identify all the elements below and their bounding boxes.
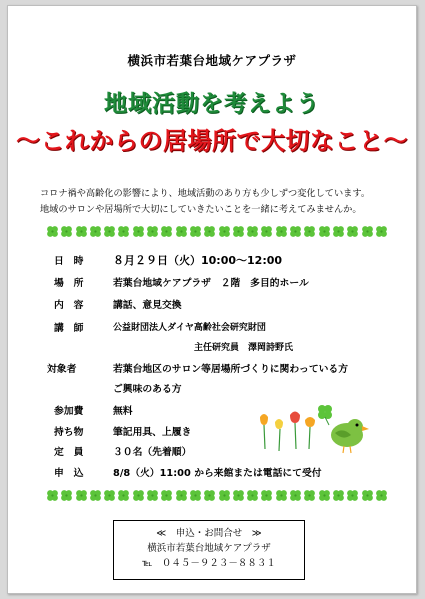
bird-icon <box>331 419 369 453</box>
clover-icon <box>361 225 374 238</box>
detail-label: 内 容 <box>54 300 84 311</box>
clover-icon <box>175 489 188 502</box>
detail-value: 公益財団法人ダイヤ高齢社会研究財団 <box>113 323 266 333</box>
contact-tel: ℡ ０４５－９２３－８８３１ <box>142 558 276 569</box>
detail-value: 主任研究員 澤岡詩野氏 <box>194 343 294 353</box>
clover-icon <box>218 489 231 502</box>
tulip-icon <box>260 412 315 452</box>
detail-label: 持ち物 <box>54 427 84 438</box>
clover-icon <box>260 489 273 502</box>
organizer-heading: 横浜市若葉台地域ケアプラザ <box>127 53 297 68</box>
clover-icon <box>246 225 259 238</box>
clover-icon <box>103 225 116 238</box>
clover-icon <box>75 489 88 502</box>
clover-icon <box>332 489 345 502</box>
detail-label: 参加費 <box>54 406 84 417</box>
clover-icon <box>232 225 245 238</box>
detail-value: 無料 <box>113 406 133 417</box>
clover-icon <box>346 489 359 502</box>
clover-icon <box>275 225 288 238</box>
intro-text <box>40 186 394 218</box>
detail-value: ご興味のある方 <box>113 384 182 395</box>
clover-divider-bottom <box>46 487 388 503</box>
detail-value: 若葉台地区のサロン等居場所づくりに関わっている方 <box>113 364 349 375</box>
clover-icon <box>75 225 88 238</box>
clover-icon <box>318 225 331 238</box>
clover-icon <box>246 489 259 502</box>
clover-icon <box>260 225 273 238</box>
main-title: 地域活動を考えよう <box>104 91 320 117</box>
clover-icon <box>60 489 73 502</box>
intro-line-1: コロナ禍や高齢化の影響により、地域活動のあり方も少しずつ変化しています。 <box>40 188 371 199</box>
detail-label: 定 員 <box>54 447 84 458</box>
clover-icon <box>375 489 388 502</box>
clover-icon <box>89 225 102 238</box>
clover-icon <box>203 489 216 502</box>
detail-value: ８月２９日（火）10:00～12:00 <box>113 254 283 267</box>
detail-value: 講話、意見交換 <box>113 300 182 311</box>
detail-label: 講 師 <box>54 323 84 334</box>
clover-icon <box>203 225 216 238</box>
clover-icon <box>189 225 202 238</box>
clover-icon <box>60 225 73 238</box>
detail-value: 8/8（火）11:00 から来館または電話にて受付 <box>113 468 322 479</box>
contact-name: 横浜市若葉台地域ケアプラザ <box>147 543 271 554</box>
clover-icon <box>132 225 145 238</box>
intro-line-2: 地域のサロンや居場所で大切にしていきたいことを一緒に考えてみませんか。 <box>40 204 362 215</box>
clover-icon <box>46 225 59 238</box>
clover-icon <box>132 489 145 502</box>
clover-icon <box>117 225 130 238</box>
detail-value: 筆記用具、上履き <box>113 427 192 438</box>
clover-icon <box>361 489 374 502</box>
clover-icon <box>117 489 130 502</box>
clover-icon <box>175 225 188 238</box>
clover-icon <box>275 489 288 502</box>
clover-icon <box>46 489 59 502</box>
clover-icon <box>318 489 331 502</box>
detail-label: 対象者 <box>47 364 77 375</box>
clover-icon <box>232 489 245 502</box>
contact-box <box>113 520 305 580</box>
detail-label: 申 込 <box>54 468 84 479</box>
clover-icon <box>160 225 173 238</box>
clover-icon <box>332 225 345 238</box>
detail-value: ３０名（先着順） <box>113 447 192 458</box>
clover-icon <box>375 225 388 238</box>
flyer-page <box>7 5 417 594</box>
clover-icon <box>218 225 231 238</box>
detail-label: 場 所 <box>54 278 84 289</box>
clover-icon <box>160 489 173 502</box>
clover-icon <box>303 489 316 502</box>
detail-value: 若葉台地域ケアプラザ ２階 多目的ホール <box>113 278 309 289</box>
detail-label: 日 時 <box>54 256 84 267</box>
bird-and-tulips-illustration <box>255 405 370 457</box>
contact-heading: ≪ 申込・お問合せ ≫ <box>156 528 262 539</box>
sub-title: ～これからの居場所で大切なこと～ <box>16 127 408 155</box>
clover-icon <box>89 489 102 502</box>
clover-icon <box>289 489 302 502</box>
clover-icon <box>146 489 159 502</box>
clover-icon <box>318 405 332 425</box>
clover-icon <box>189 489 202 502</box>
clover-divider-top <box>46 223 388 239</box>
clover-icon <box>289 225 302 238</box>
clover-icon <box>146 225 159 238</box>
clover-icon <box>346 225 359 238</box>
clover-icon <box>303 225 316 238</box>
clover-icon <box>103 489 116 502</box>
